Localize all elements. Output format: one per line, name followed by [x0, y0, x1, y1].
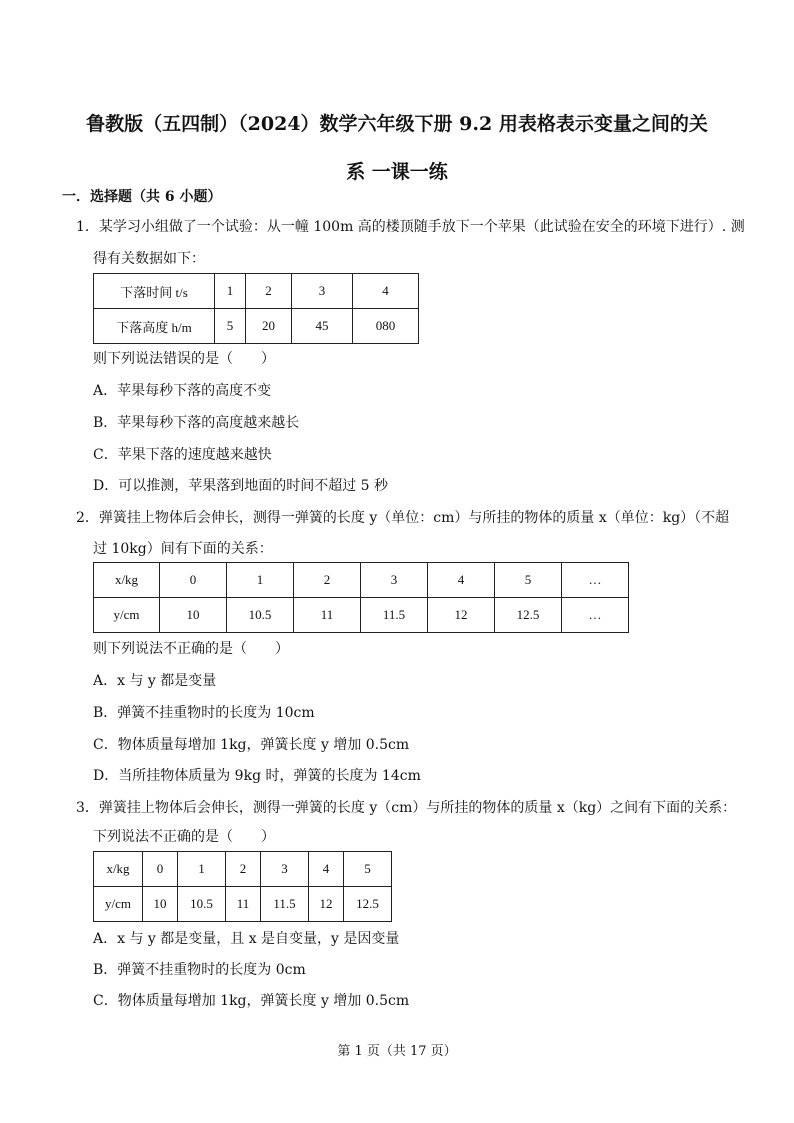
table-cell: 0	[143, 852, 178, 887]
q3-option-b: B．弹簧不挂重物时的长度为 0cm	[93, 962, 306, 978]
table-cell: 0	[160, 563, 227, 598]
q1-option-c: C．苹果下落的速度越来越快	[93, 447, 272, 463]
table-cell: 10.5	[227, 598, 294, 633]
q3-text-line-1: 3．弹簧挂上物体后会伸长，测得一弹簧的长度 y（cm）与所挂的物体的质量 x（kg）之间有下面的关系：	[76, 800, 737, 816]
table-row	[94, 887, 392, 922]
table-cell: 11.5	[361, 598, 428, 633]
section-heading: 一．选择题（共 6 小题）	[62, 189, 222, 205]
q1-option-d: D．可以推测，苹果落到地面的时间不超过 5 秒	[93, 478, 389, 494]
table-cell: …	[562, 598, 629, 633]
table-cell: 11.5	[261, 887, 309, 922]
table-cell: 12.5	[344, 887, 392, 922]
table-cell: 11	[294, 598, 361, 633]
table-cell: 下落时间 t/s	[94, 274, 215, 309]
table-cell: 4	[428, 563, 495, 598]
table-cell: 3	[292, 274, 353, 309]
table-cell: 下落高度 h/m	[94, 309, 215, 344]
table-cell: 4	[353, 274, 419, 309]
table-cell: 1	[178, 852, 226, 887]
table-cell: 20	[246, 309, 292, 344]
q2-option-d: D．当所挂物体质量为 9kg 时，弹簧的长度为 14cm	[93, 768, 421, 784]
table-cell: 5	[344, 852, 392, 887]
table-cell: x/kg	[94, 852, 143, 887]
table-cell: 10.5	[178, 887, 226, 922]
q2-option-b: B．弹簧不挂重物时的长度为 10cm	[93, 705, 315, 721]
title-line-2: 系 一课一练	[346, 161, 448, 183]
table-row	[94, 274, 419, 309]
title-line-1: 鲁教版（五四制）（2024）数学六年级下册 9.2 用表格表示变量之间的关	[86, 113, 708, 135]
q2-option-c: C．物体质量每增加 1kg，弹簧长度 y 增加 0.5cm	[93, 737, 410, 753]
q1-text-line-2: 得有关数据如下：	[93, 251, 205, 267]
table-row	[94, 852, 392, 887]
table-cell: 080	[353, 309, 419, 344]
q2-option-a: A．x 与 y 都是变量	[93, 673, 217, 689]
q3-option-c: C．物体质量每增加 1kg，弹簧长度 y 增加 0.5cm	[93, 993, 410, 1009]
q3-option-a: A．x 与 y 都是变量，且 x 是自变量，y 是因变量	[93, 931, 400, 947]
table-cell: 12.5	[495, 598, 562, 633]
table-cell: 12	[309, 887, 344, 922]
q2-text-line-2: 过 10kg）间有下面的关系：	[93, 541, 273, 557]
table-cell: y/cm	[94, 598, 160, 633]
q1-option-a: A．苹果每秒下落的高度不变	[93, 383, 272, 399]
q2-text-line-1: 2．弹簧挂上物体后会伸长，测得一弹簧的长度 y（单位：cm）与所挂的物体的质量 x（单位：kg）（不超	[76, 510, 730, 526]
table-cell: y/cm	[94, 887, 143, 922]
table-cell: 3	[261, 852, 309, 887]
page-footer: 第 1 页（共 17 页）	[337, 1044, 457, 1059]
table-cell: 10	[160, 598, 227, 633]
table-row	[94, 598, 629, 633]
table-cell: 4	[309, 852, 344, 887]
q2-prompt: 则下列说法不正确的是（ ）	[93, 641, 289, 657]
table-cell: 45	[292, 309, 353, 344]
table-cell: …	[562, 563, 629, 598]
q3-prompt: 下列说法不正确的是（ ）	[93, 829, 275, 845]
table-cell: 11	[226, 887, 261, 922]
table-cell: x/kg	[94, 563, 160, 598]
table-cell: 2	[246, 274, 292, 309]
table-cell: 2	[226, 852, 261, 887]
q1-prompt: 则下列说法错误的是（ ）	[93, 351, 275, 367]
table-cell: 5	[215, 309, 246, 344]
q1-data-table	[93, 273, 419, 344]
table-cell: 2	[294, 563, 361, 598]
q2-data-table	[93, 562, 629, 633]
q1-option-b: B．苹果每秒下落的高度越来越长	[93, 415, 300, 431]
table-row	[94, 309, 419, 344]
document-title	[60, 100, 734, 196]
table-cell: 3	[361, 563, 428, 598]
table-cell: 12	[428, 598, 495, 633]
table-row	[94, 563, 629, 598]
q3-data-table	[93, 851, 392, 922]
table-cell: 1	[215, 274, 246, 309]
table-cell: 5	[495, 563, 562, 598]
table-cell: 1	[227, 563, 294, 598]
q1-text-line-1: 1．某学习小组做了一个试验：从一幢 100m 高的楼顶随手放下一个苹果（此试验在安全的环境下进行）. 测	[76, 219, 745, 235]
table-cell: 10	[143, 887, 178, 922]
